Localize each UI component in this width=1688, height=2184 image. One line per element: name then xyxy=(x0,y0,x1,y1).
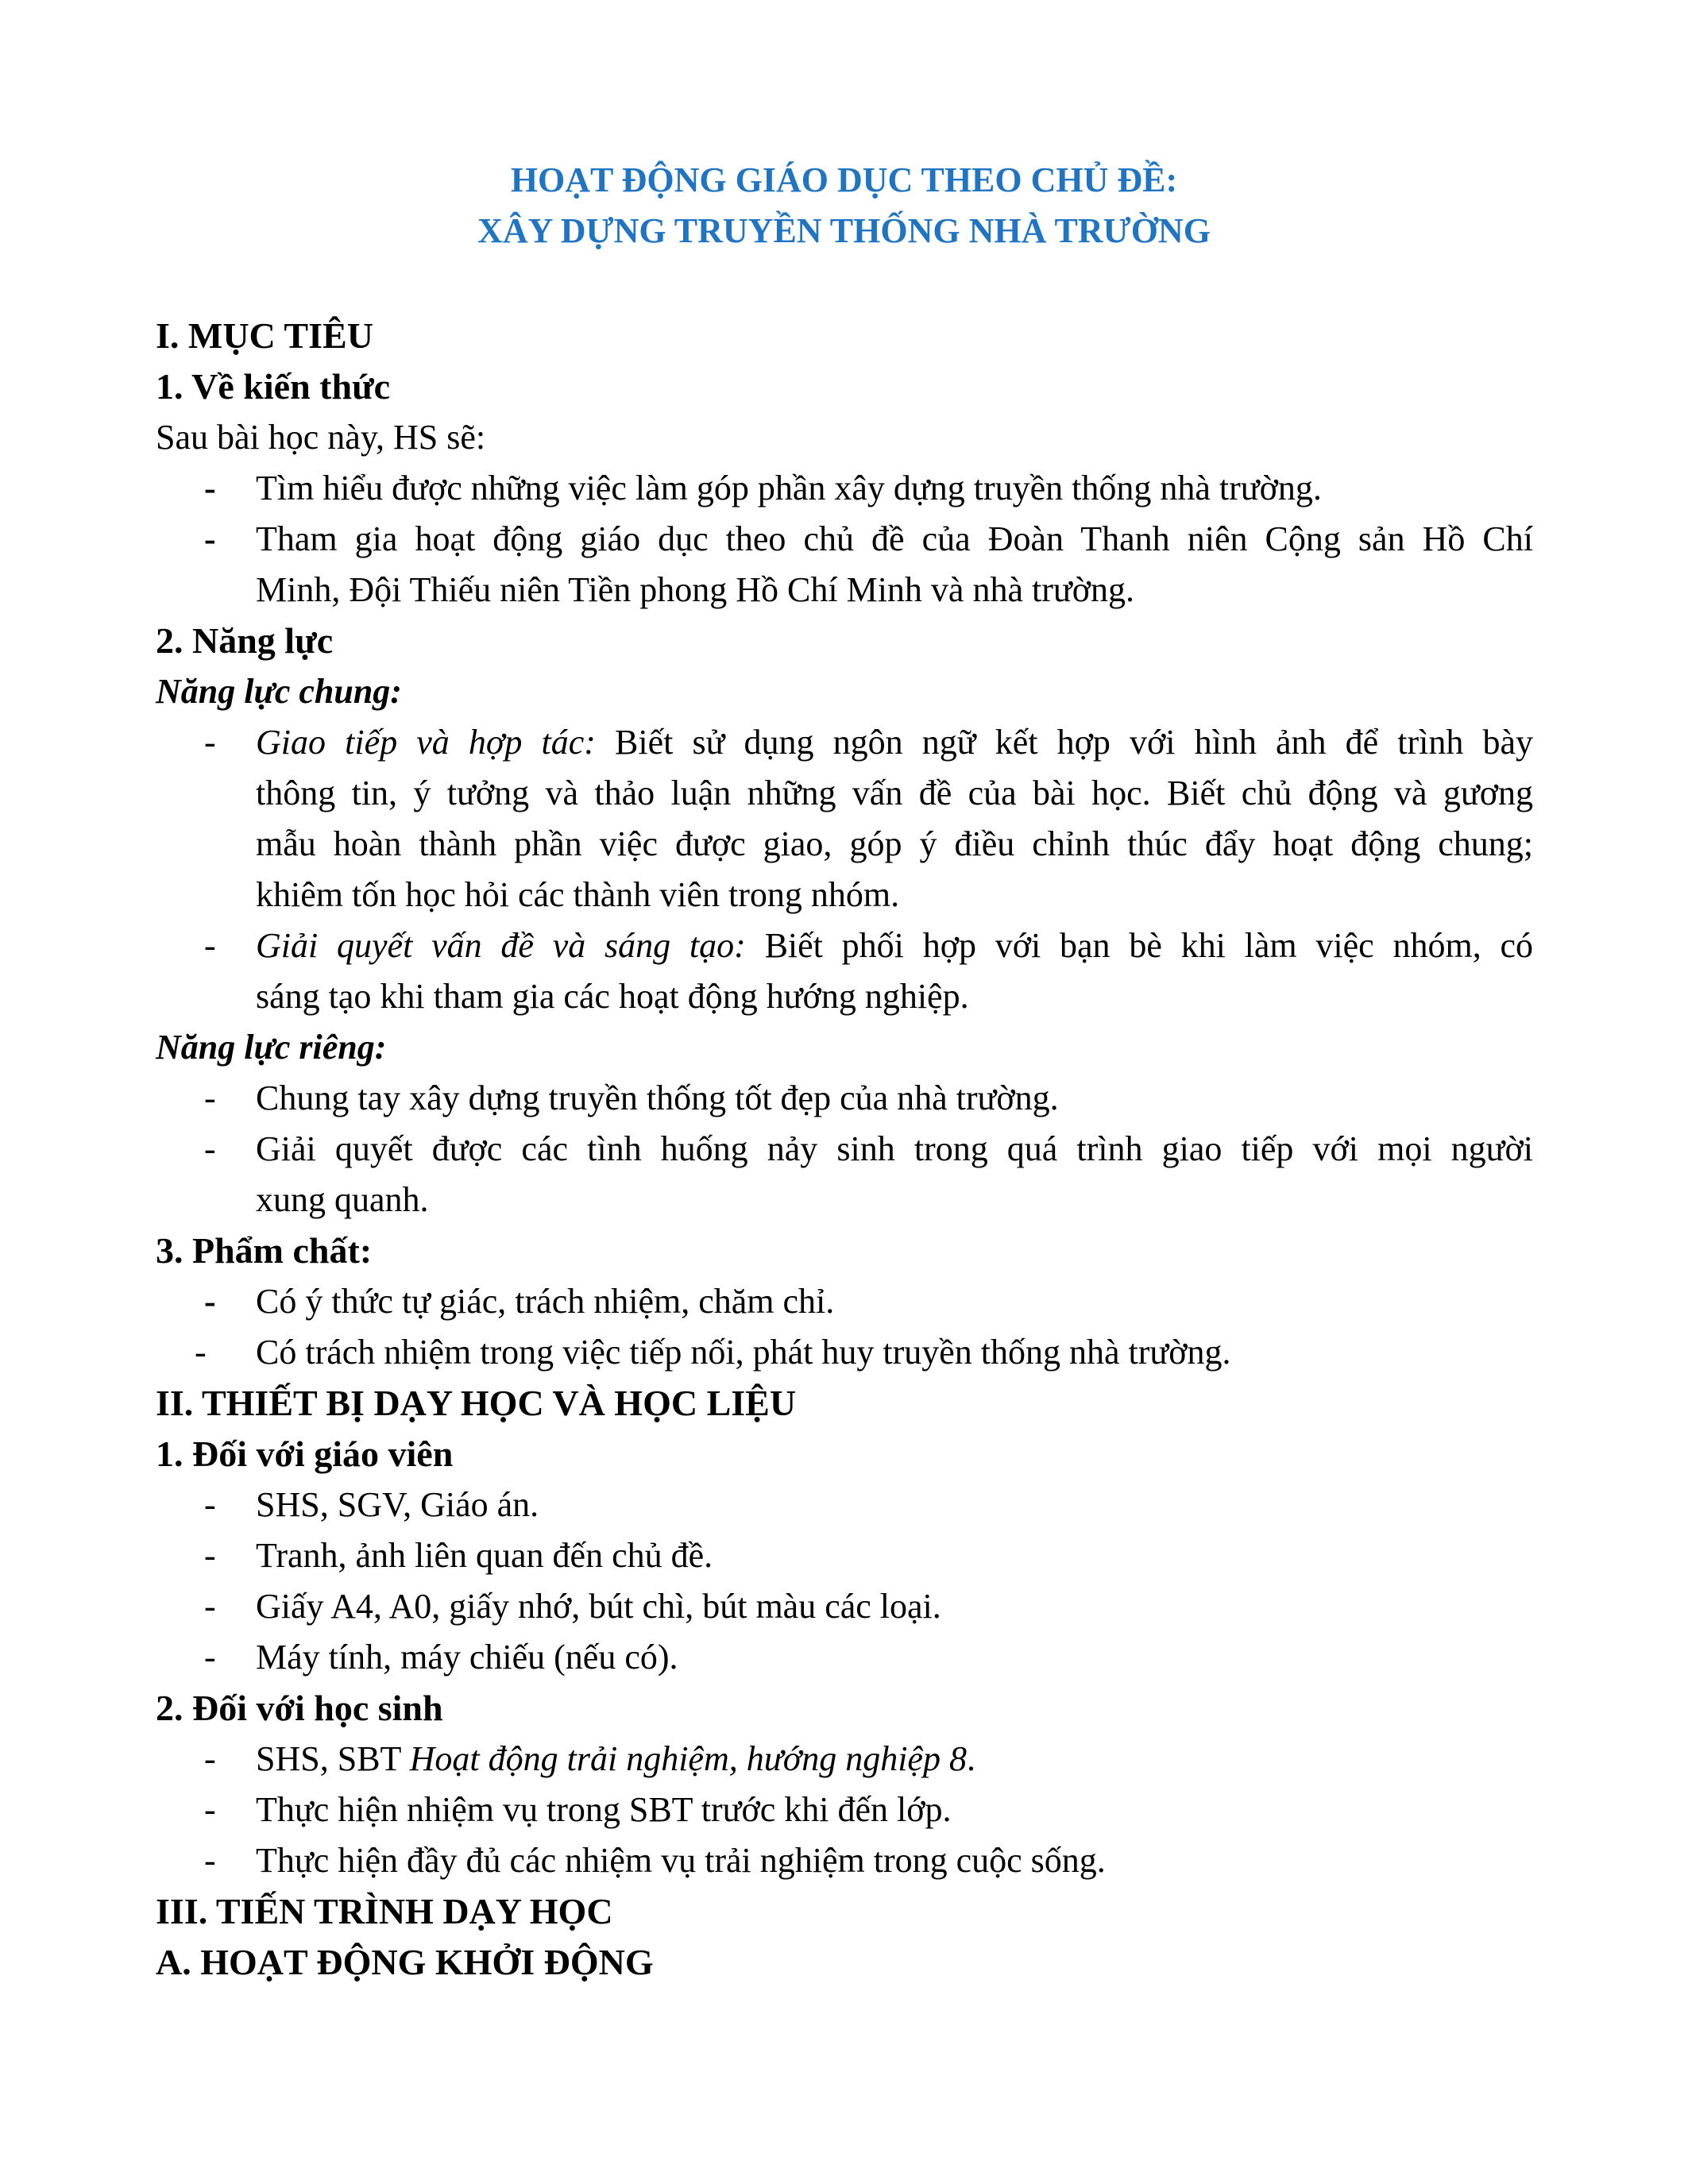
bullet-dash: - xyxy=(204,1790,216,1829)
bullet-dash: - xyxy=(204,1078,216,1117)
list-item-text: khiêm tốn học hỏi các thành viên trong nhóm. xyxy=(256,875,900,914)
bullet-dash: - xyxy=(195,1333,207,1372)
item-label: Giải quyết vấn đề và sáng tạo: xyxy=(256,926,746,965)
item-prefix: SHS, SBT xyxy=(256,1739,401,1778)
list-item-text xyxy=(256,1734,975,1785)
subheading-giao-vien: 1. Đối với giáo viên xyxy=(156,1433,454,1474)
list-item xyxy=(0,1530,1688,1581)
list-item-text: sáng tạo khi tham gia các hoạt động hướng nghiệp. xyxy=(256,977,969,1016)
item-text: Biết phối hợp với bạn bè khi làm việc nhóm, có xyxy=(764,926,1533,965)
list-item xyxy=(0,1835,1688,1886)
list-item-text: Thực hiện nhiệm vụ trong SBT trước khi đến lớp. xyxy=(256,1790,952,1829)
list-item-text: Giấy A4, A0, giấy nhớ, bút chì, bút màu các loại. xyxy=(256,1587,941,1626)
list-item xyxy=(0,514,1688,565)
list-item xyxy=(0,463,1688,514)
list-item-text: Có ý thức tự giác, trách nhiệm, chăm chỉ. xyxy=(256,1282,835,1321)
bullet-dash: - xyxy=(204,469,216,507)
document-title-line1: HOẠT ĐỘNG GIÁO DỤC THEO CHỦ ĐỀ: xyxy=(510,160,1178,199)
list-item xyxy=(0,1632,1688,1683)
subheading-nang-luc: 2. Năng lực xyxy=(156,620,334,661)
list-item-text: thông tin, ý tưởng và thảo luận những vấn đề của bài học. Biết chủ động và gương xyxy=(256,774,1533,812)
list-item xyxy=(0,717,1688,768)
bullet-dash: - xyxy=(204,1587,216,1626)
item-label: Giao tiếp và hợp tác: xyxy=(256,723,596,762)
subheading-pham-chat: 3. Phẩm chất: xyxy=(156,1230,373,1271)
list-item-text: SHS, SGV, Giáo án. xyxy=(256,1485,539,1524)
item-text: Biết sử dụng ngôn ngữ kết hợp với hình ảnh để trình bày xyxy=(615,723,1533,762)
list-item-text: Minh, Đội Thiếu niên Tiền phong Hồ Chí Minh và nhà trường. xyxy=(256,570,1134,609)
list-item-text: Tìm hiểu được những việc làm góp phần xây dựng truyền thống nhà trường. xyxy=(256,469,1322,507)
list-item xyxy=(0,1734,1688,1785)
list-item-text: Có trách nhiệm trong việc tiếp nối, phát huy truyền thống nhà trường. xyxy=(256,1333,1231,1372)
list-item-continuation xyxy=(0,565,1688,615)
list-item xyxy=(0,1581,1688,1632)
bullet-dash: - xyxy=(204,926,216,965)
bullet-dash: - xyxy=(204,1638,216,1677)
bullet-dash: - xyxy=(204,1739,216,1778)
list-item-continuation xyxy=(0,870,1688,920)
document-title-line2: XÂY DỰNG TRUYỀN THỐNG NHÀ TRƯỜNG xyxy=(477,211,1211,250)
section-heading-thiet-bi: II. THIẾT BỊ DẠY HỌC VÀ HỌC LIỆU xyxy=(156,1383,797,1423)
bullet-dash: - xyxy=(204,519,216,558)
subheading-nang-luc-rieng: Năng lực riêng: xyxy=(156,1028,387,1067)
section-heading-tien-trinh: III. TIẾN TRÌNH DẠY HỌC xyxy=(156,1891,613,1931)
list-item xyxy=(0,1124,1688,1175)
list-item-text xyxy=(256,717,1533,768)
bullet-dash: - xyxy=(204,1536,216,1575)
list-item-text: Tranh, ảnh liên quan đến chủ đề. xyxy=(256,1536,713,1575)
list-item-text: xung quanh. xyxy=(256,1180,429,1219)
item-suffix: . xyxy=(966,1739,975,1778)
list-item-continuation xyxy=(0,768,1688,819)
list-item-text: Thực hiện đầy đủ các nhiệm vụ trải nghiệm trong cuộc sống. xyxy=(256,1841,1106,1880)
bullet-dash: - xyxy=(204,1841,216,1880)
bullet-dash: - xyxy=(204,1485,216,1524)
list-item-text: mẫu hoàn thành phần việc được giao, góp ý điều chỉnh thúc đẩy hoạt động chung; xyxy=(256,824,1533,863)
section-heading-muc-tieu: I. MỤC TIÊU xyxy=(156,315,373,356)
bullet-dash: - xyxy=(204,1129,216,1168)
book-title: Hoạt động trải nghiệm, hướng nghiệp 8 xyxy=(409,1739,967,1778)
list-item-text: Tham gia hoạt động giáo dục theo chủ đề của Đoàn Thanh niên Cộng sản Hồ Chí xyxy=(256,519,1533,558)
list-item xyxy=(0,1276,1688,1327)
list-item xyxy=(0,1785,1688,1835)
list-item-text: Chung tay xây dựng truyền thống tốt đẹp của nhà trường. xyxy=(256,1078,1059,1117)
list-item-text: Giải quyết được các tình huống nảy sinh trong quá trình giao tiếp với mọi người xyxy=(256,1129,1533,1168)
list-item xyxy=(0,1073,1688,1124)
subheading-kien-thuc: 1. Về kiến thức xyxy=(156,366,391,407)
bullet-dash: - xyxy=(204,723,216,762)
subheading-khoi-dong: A. HOẠT ĐỘNG KHỞI ĐỘNG xyxy=(156,1942,654,1982)
bullet-dash: - xyxy=(204,1282,216,1321)
list-item-text: Máy tính, máy chiếu (nếu có). xyxy=(256,1638,678,1677)
subheading-hoc-sinh: 2. Đối với học sinh xyxy=(156,1688,443,1728)
list-item-continuation xyxy=(0,1175,1688,1225)
list-item xyxy=(0,920,1688,971)
subheading-nang-luc-chung: Năng lực chung: xyxy=(156,672,402,711)
list-item xyxy=(0,1480,1688,1530)
list-item-continuation xyxy=(0,971,1688,1022)
list-item xyxy=(0,1327,1688,1378)
kien-thuc-intro: Sau bài học này, HS sẽ: xyxy=(156,418,486,457)
list-item-continuation xyxy=(0,819,1688,870)
list-item-text xyxy=(256,920,1533,971)
